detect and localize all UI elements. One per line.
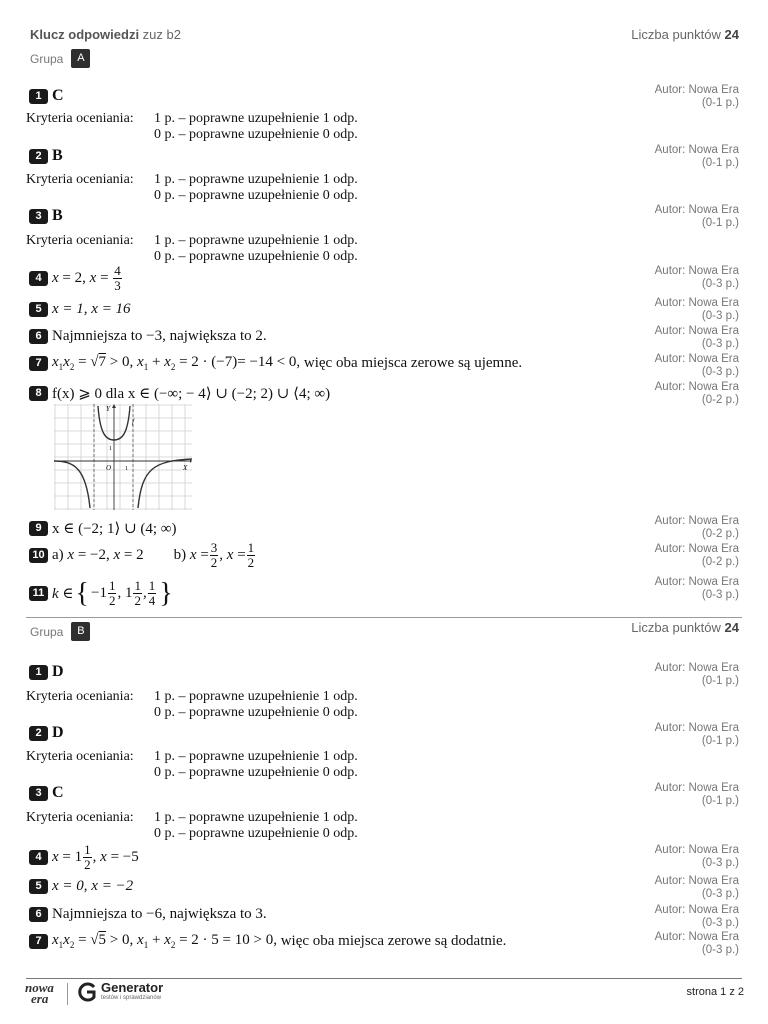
group-separator xyxy=(26,617,742,618)
author-info: Autor: Nowa Era (0-3 p.) xyxy=(654,931,739,956)
question-number: 9 xyxy=(29,521,48,536)
group-b-q2: 2 D xyxy=(29,724,64,742)
question-number: 6 xyxy=(29,329,48,344)
group-b-q3: 3 C xyxy=(29,784,64,802)
question-number: 4 xyxy=(29,271,48,286)
document-title: Klucz odpowiedzi zuz b2 xyxy=(30,27,181,42)
group-a-header: Grupa A xyxy=(30,49,90,68)
author-info: Autor: Nowa Era (0-1 p.) xyxy=(654,204,739,229)
question-number: 2 xyxy=(29,149,48,164)
group-a-q9: 9 x ∈ (−2; 1⟩ ∪ (4; ∞) xyxy=(29,519,177,538)
group-a-q2: 2 B xyxy=(29,147,63,165)
group-a-q10: 10 a) x = −2, x = 2 b) x = $\frac{3}{2}$ , x = $\frac{1}{2}$ xyxy=(29,541,256,570)
group-b-q6: 6 Najmniejsza to −6, największa to 3. xyxy=(29,906,267,923)
author-info: Autor: Nowa Era (0-1 p.) xyxy=(654,84,739,109)
question-number: 8 xyxy=(29,386,48,401)
logo-divider xyxy=(67,983,68,1005)
group-a-badge: A xyxy=(71,49,90,68)
function-label: f xyxy=(132,418,134,426)
x-axis-label: X xyxy=(183,464,188,472)
group-b-q4: 4 x = 1 $\frac{1}{2}$ , x = −5 xyxy=(29,843,139,872)
grading-criteria: Kryteria oceniania: 1 p. – poprawne uzupełnienie 1 odp. 0 p. – poprawne uzupełnienie 0 odp. xyxy=(26,111,358,142)
page-number: strona 1 z 2 xyxy=(686,986,744,998)
x-tick-label: 1 xyxy=(125,466,128,472)
question-number: 3 xyxy=(29,209,48,224)
question-number: 5 xyxy=(29,879,48,894)
grading-criteria: Kryteria oceniania: 1 p. – poprawne uzupełnienie 1 odp. 0 p. – poprawne uzupełnienie 0 odp. xyxy=(26,689,358,720)
question-number: 11 xyxy=(29,586,48,601)
author-info: Autor: Nowa Era (0-3 p.) xyxy=(654,875,739,900)
group-b-q5: 5 x = 0, x = −2 xyxy=(29,878,133,895)
generator-logo: Generator testów i sprawdzianów xyxy=(76,981,163,1003)
group-b-q1: 1 D xyxy=(29,663,64,681)
author-info: Autor: Nowa Era (0-3 p.) xyxy=(654,353,739,378)
question-number: 3 xyxy=(29,786,48,801)
group-a-q11: 11 k ∈ { −1 $\frac{1}{2}$ , 1 $\frac{1}{2}$ , $\frac{1}{4}$ } xyxy=(29,579,173,608)
author-info: Autor: Nowa Era (0-3 p.) xyxy=(654,576,739,601)
nowa-era-logo: nowa era xyxy=(25,980,54,1006)
author-info: Autor: Nowa Era (0-2 p.) xyxy=(654,543,739,568)
author-info: Autor: Nowa Era (0-1 p.) xyxy=(654,662,739,687)
group-b-header: Grupa B xyxy=(30,622,90,641)
author-info: Autor: Nowa Era (0-2 p.) xyxy=(654,515,739,540)
author-info: Autor: Nowa Era (0-3 p.) xyxy=(654,297,739,322)
grading-criteria: Kryteria oceniania: 1 p. – poprawne uzupełnienie 1 odp. 0 p. – poprawne uzupełnienie 0 odp. xyxy=(26,810,358,841)
grading-criteria: Kryteria oceniania: 1 p. – poprawne uzupełnienie 1 odp. 0 p. – poprawne uzupełnienie 0 odp. xyxy=(26,172,358,203)
question-number: 1 xyxy=(29,665,48,680)
author-info: Autor: Nowa Era (0-1 p.) xyxy=(654,722,739,747)
group-a-q7: 7 $x_1x_2 = √7 > 0$, $x_1 + x_2 = 2 \cdot (-7)= -14 < 0$, więc oba miejsca zerowe są ujemne. xyxy=(29,354,522,372)
footer-divider xyxy=(26,978,742,979)
author-info: Autor: Nowa Era (0-1 p.) xyxy=(654,144,739,169)
grading-criteria: Kryteria oceniania: 1 p. – poprawne uzupełnienie 1 odp. 0 p. – poprawne uzupełnienie 0 odp. xyxy=(26,749,358,780)
question-number: 5 xyxy=(29,302,48,317)
group-a-q4: 4 x = 2, x = $\frac{4}{3}$ xyxy=(29,264,123,293)
author-info: Autor: Nowa Era (0-2 p.) xyxy=(654,381,739,406)
author-info: Autor: Nowa Era (0-3 p.) xyxy=(654,265,739,290)
y-tick-label: 1 xyxy=(109,446,112,452)
author-info: Autor: Nowa Era (0-3 p.) xyxy=(654,325,739,350)
group-a-q1: 1 C xyxy=(29,87,64,105)
author-info: Autor: Nowa Era (0-3 p.) xyxy=(654,904,739,929)
total-points-b: Liczba punktów 24 xyxy=(631,620,739,635)
question-number: 1 xyxy=(29,89,48,104)
group-a-q3: 3 B xyxy=(29,207,63,225)
author-info: Autor: Nowa Era (0-1 p.) xyxy=(654,782,739,807)
group-a-q5: 5 x = 1, x = 16 xyxy=(29,301,131,318)
question-number: 7 xyxy=(29,356,48,371)
group-a-q8: 8 f(x) ⩾ 0 dla x ∈ (−∞; − 4⟩ ∪ (−2; 2) ∪ ⟨4; ∞) xyxy=(29,384,330,403)
question-number: 10 xyxy=(29,548,48,563)
group-b-badge: B xyxy=(71,622,90,641)
question-number: 2 xyxy=(29,726,48,741)
group-b-q7: 7 $x_1x_2 = √5 > 0$, $x_1 + x_2 = 2 \cdot 5 = 10 > 0$, więc oba miejsca zerowe są dodatnie. xyxy=(29,932,506,950)
function-curve xyxy=(54,461,90,508)
question-number: 4 xyxy=(29,850,48,865)
question-number: 6 xyxy=(29,907,48,922)
question-number: 7 xyxy=(29,934,48,949)
origin-label: O xyxy=(106,464,112,472)
generator-g-icon xyxy=(76,981,98,1003)
grading-criteria: Kryteria oceniania: 1 p. – poprawne uzupełnienie 1 odp. 0 p. – poprawne uzupełnienie 0 odp. xyxy=(26,233,358,264)
author-info: Autor: Nowa Era (0-3 p.) xyxy=(654,844,739,869)
y-axis-label: Y xyxy=(106,405,110,413)
function-graph xyxy=(54,404,192,510)
group-a-q6: 6 Najmniejsza to −3, największa to 2. xyxy=(29,328,267,345)
total-points-a: Liczba punktów 24 xyxy=(631,27,739,42)
